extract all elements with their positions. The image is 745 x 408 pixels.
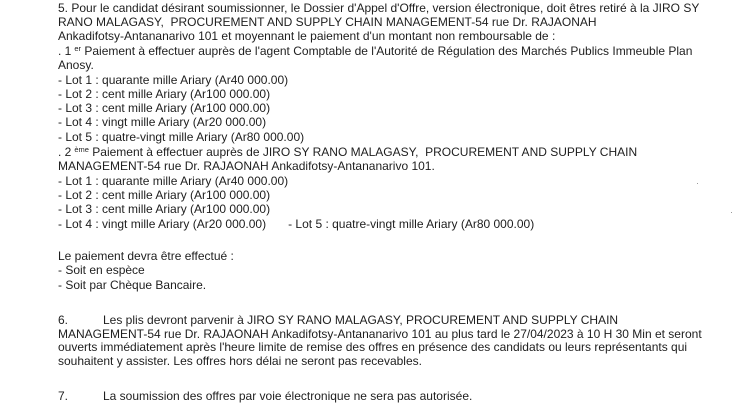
payment-1-ordinal: er bbox=[74, 44, 82, 53]
section-7-text: La soumission des offres par voie électronique ne sera pas autorisée. bbox=[103, 389, 473, 403]
payment-1-text: Paiement à effectuer auprès de l'agent Comptable de l'Autorité de Régulation des Marchés Publics Immeuble Plan bbox=[81, 44, 693, 58]
section-5-intro-line-3: Ankadifotsy-Antananarivo 101 et moyennant le paiement d'un montant non remboursable de : bbox=[58, 29, 556, 43]
payment-1-lot-4: - Lot 4 : vingt mille Ariary (Ar20 000.00) bbox=[58, 115, 267, 129]
payment-2-lot-3: - Lot 3 : cent mille Ariary (Ar100 000.00) bbox=[58, 202, 271, 216]
payment-1-lot-1: - Lot 1 : quarante mille Ariary (Ar40 000.00) bbox=[58, 73, 289, 87]
section-7-line bbox=[58, 389, 472, 403]
section-5-intro-line-2: RANO MALAGASY, PROCUREMENT AND SUPPLY CHAIN MANAGEMENT-54 rue Dr. RAJAONAH bbox=[58, 15, 597, 29]
payment-2-lots-4-5 bbox=[58, 217, 534, 231]
payment-2-lot-4: - Lot 4 : vingt mille Ariary (Ar20 000.00) bbox=[58, 217, 267, 231]
payment-2-text: Paiement à effectuer auprès de JIRO SY RANO MALAGASY, PROCUREMENT AND SUPPLY CHAIN bbox=[88, 145, 638, 159]
payment-1-lot-3: - Lot 3 : cent mille Ariary (Ar100 000.00) bbox=[58, 101, 271, 115]
scan-speck bbox=[731, 212, 732, 213]
scan-speck bbox=[697, 183, 698, 184]
payment-2-lot-2: - Lot 2 : cent mille Ariary (Ar100 000.00) bbox=[58, 188, 271, 202]
payment-2-lot-1: - Lot 1 : quarante mille Ariary (Ar40 000.00) bbox=[58, 174, 289, 188]
payment-2-lot-5: - Lot 5 : quatre-vingt mille Ariary (Ar80 000.00) bbox=[288, 217, 535, 231]
payment-1-continuation: Anosy. bbox=[58, 58, 94, 72]
payment-1-lot-5: - Lot 5 : quatre-vingt mille Ariary (Ar80 000.00) bbox=[58, 130, 305, 144]
section-6-line-2: MANAGEMENT-54 rue Dr. RAJAONAH Ankadifotsy-Antananarivo 101 au plus tard le 27/04/2023 à 10 H 30 Min et seront bbox=[58, 327, 702, 341]
section-6-line-4: souhaitent y assister. Les offres hors délai ne seront pas recevables. bbox=[58, 354, 422, 368]
section-6-line-3: ouverts immédiatement après l'heure limite de remise des offres en présence des candidats ou leurs représentants qui bbox=[58, 340, 688, 354]
section-6-text-1: Les plis devront parvenir à JIRO SY RANO MALAGASY, PROCUREMENT AND SUPPLY CHAIN bbox=[103, 313, 619, 327]
payment-2-ordinal: ème bbox=[74, 145, 89, 154]
payment-1-line bbox=[58, 44, 692, 58]
payment-1-prefix: . 1 bbox=[58, 44, 72, 58]
payment-2-prefix: . 2 bbox=[58, 145, 72, 159]
payment-1-lot-2: - Lot 2 : cent mille Ariary (Ar100 000.00) bbox=[58, 87, 271, 101]
payment-2-continuation: MANAGEMENT-54 rue Dr. RAJAONAH Ankadifotsy-Antananarivo 101. bbox=[58, 159, 435, 173]
section-7-number: 7. bbox=[58, 389, 69, 403]
section-6-line-1 bbox=[58, 313, 618, 327]
payment-method-cheque: - Soit par Chèque Bancaire. bbox=[58, 278, 207, 292]
section-5-intro-line-1: 5. Pour le candidat désirant soumissionner, le Dossier d'Appel d'Offre, version électronique, doit êtres retiré à la JIRO SY bbox=[58, 1, 700, 15]
payment-method-cash: - Soit en espèce bbox=[58, 263, 145, 277]
payment-2-line bbox=[58, 145, 637, 159]
section-6-number: 6. bbox=[58, 313, 69, 327]
payment-methods-heading: Le paiement devra être effectué : bbox=[58, 249, 234, 263]
